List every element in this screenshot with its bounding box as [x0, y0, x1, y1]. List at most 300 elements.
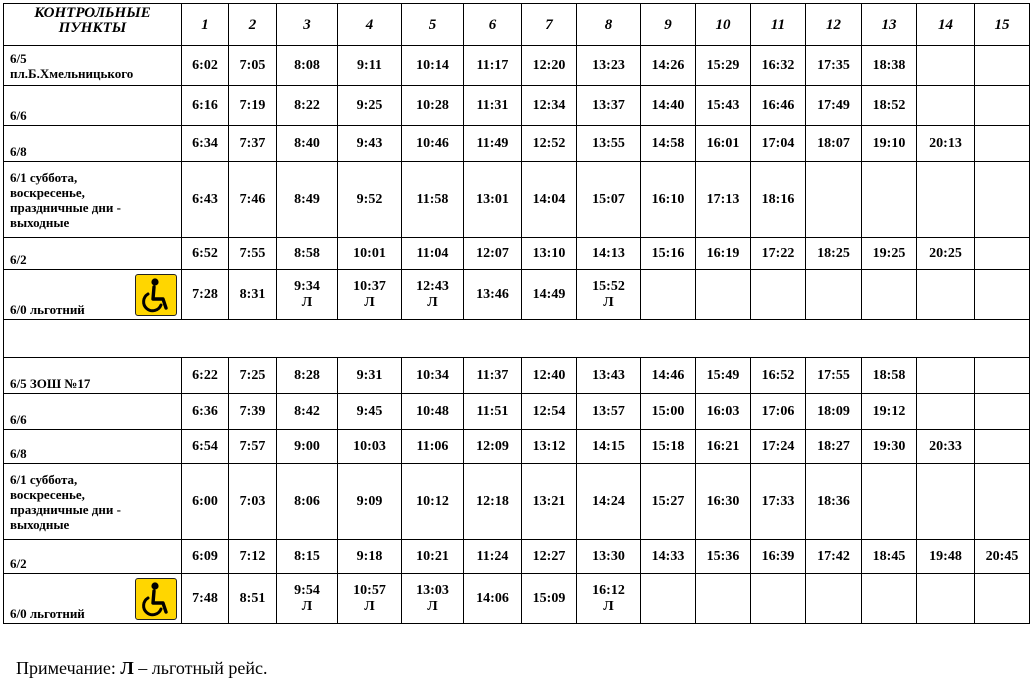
departure-time: [277, 126, 338, 162]
departure-time: [696, 358, 751, 394]
time-value: 9:34: [294, 278, 320, 294]
column-header: 10: [696, 4, 751, 46]
time-value: 17:04: [761, 135, 795, 151]
time-value: 8:08: [294, 57, 320, 73]
time-value: 14:26: [651, 57, 685, 73]
departure-time: [862, 162, 917, 238]
schedule-row: [4, 270, 1030, 320]
departure-time: [862, 358, 917, 394]
departure-time: [641, 46, 696, 86]
time-value: 17:35: [817, 57, 850, 73]
departure-time: [182, 126, 229, 162]
time-value: 11:58: [416, 191, 449, 207]
time-value: 14:04: [532, 191, 566, 207]
time-value: 13:01: [476, 191, 509, 207]
departure-time: [696, 46, 751, 86]
time-value: 15:09: [532, 590, 566, 606]
schedule-body: [4, 46, 1030, 624]
departure-time: [577, 394, 641, 430]
departure-time: [182, 394, 229, 430]
lgot-mark: Л: [301, 294, 313, 310]
departure-time: [696, 540, 751, 574]
departure-time: [464, 394, 522, 430]
header-title-line1: КОНТРОЛЬНЫЕ: [34, 5, 151, 21]
schedule-row: [4, 162, 1030, 238]
footnote-mark: Л: [120, 658, 134, 678]
departure-time: [229, 46, 277, 86]
time-value: 17:24: [761, 438, 795, 454]
departure-time: [751, 86, 806, 126]
time-value: 13:21: [532, 493, 566, 509]
footnote-suffix: – льготный рейс.: [133, 658, 268, 678]
control-point: [4, 464, 182, 540]
control-point: [4, 46, 182, 86]
departure-time: [917, 358, 975, 394]
departure-time: [862, 540, 917, 574]
time-value: 8:28: [294, 367, 320, 383]
departure-time: [641, 540, 696, 574]
time-value: 9:52: [356, 191, 383, 207]
time-value: 11:04: [416, 245, 449, 261]
time-value: 8:06: [294, 493, 320, 509]
departure-time: [917, 430, 975, 464]
lgot-mark: Л: [603, 598, 614, 614]
departure-time: [975, 394, 1030, 430]
column-header: 14: [917, 4, 975, 46]
time-value: 15:00: [651, 403, 685, 419]
departure-time: [402, 430, 464, 464]
time-value: 18:09: [817, 403, 850, 419]
column-header: 15: [975, 4, 1030, 46]
departure-time: [464, 540, 522, 574]
departure-time: [338, 574, 402, 624]
time-value: 17:22: [761, 245, 795, 261]
time-value: 16:03: [706, 403, 740, 419]
departure-time: [402, 394, 464, 430]
departure-time: [641, 464, 696, 540]
departure-time: [464, 46, 522, 86]
time-value: 6:43: [192, 191, 218, 207]
departure-time: [696, 86, 751, 126]
time-value: 16:21: [706, 438, 740, 454]
time-value: 9:45: [356, 403, 383, 419]
time-value: 9:11: [357, 57, 382, 73]
departure-time: [641, 270, 696, 320]
time-value: 12:54: [532, 403, 566, 419]
departure-time: [696, 430, 751, 464]
control-point-label: 6/8: [10, 446, 27, 461]
column-header: 6: [464, 4, 522, 46]
lgot-mark: Л: [301, 598, 313, 614]
time-value: 18:38: [872, 57, 906, 73]
departure-time: [806, 46, 862, 86]
departure-time: [464, 162, 522, 238]
time-value: 14:13: [592, 245, 625, 261]
time-value: 7:37: [239, 135, 266, 151]
departure-time: [522, 238, 577, 270]
time-value: 10:34: [416, 367, 449, 383]
column-header: 13: [862, 4, 917, 46]
time-value: 7:46: [239, 191, 266, 207]
control-point: [4, 162, 182, 238]
departure-time: [338, 86, 402, 126]
column-header: 8: [577, 4, 641, 46]
time-value: 17:42: [817, 548, 850, 564]
column-header: 4: [338, 4, 402, 46]
time-value: 10:37: [353, 278, 386, 294]
time-value: 7:12: [239, 548, 266, 564]
departure-time: [862, 430, 917, 464]
time-value: 19:30: [872, 438, 906, 454]
column-header: 7: [522, 4, 577, 46]
departure-time: [696, 238, 751, 270]
departure-time: [641, 126, 696, 162]
departure-time: [182, 574, 229, 624]
control-point-label: 6/8: [10, 144, 27, 159]
departure-time: [522, 464, 577, 540]
time-value: 19:12: [872, 403, 906, 419]
time-value: 13:46: [476, 286, 509, 302]
departure-time: [917, 574, 975, 624]
time-value: 15:52: [592, 278, 625, 294]
departure-time: [182, 46, 229, 86]
time-value: 10:14: [416, 57, 449, 73]
departure-time: [806, 358, 862, 394]
departure-time: [522, 126, 577, 162]
control-point-label: воскресенье,: [10, 486, 85, 502]
departure-time: [577, 430, 641, 464]
time-value: 14:49: [532, 286, 566, 302]
time-value: 6:09: [192, 548, 218, 564]
departure-time: [277, 394, 338, 430]
departure-time: [975, 358, 1030, 394]
departure-time: [917, 270, 975, 320]
schedule-row: [4, 86, 1030, 126]
time-value: 6:34: [192, 135, 218, 151]
time-value: 19:10: [872, 135, 906, 151]
control-point-label: 6/6: [10, 412, 27, 427]
departure-time: [464, 464, 522, 540]
departure-time: [182, 270, 229, 320]
time-value: 13:03: [416, 582, 449, 598]
schedule-table: [3, 3, 1030, 624]
departure-time: [229, 430, 277, 464]
time-value: 17:13: [706, 191, 740, 207]
time-value: 9:43: [356, 135, 383, 151]
departure-time: [917, 238, 975, 270]
time-value: 9:18: [356, 548, 383, 564]
time-value: 20:33: [929, 438, 962, 454]
time-value: 14:58: [651, 135, 685, 151]
departure-time: [464, 126, 522, 162]
time-value: 20:13: [929, 135, 962, 151]
departure-time: [696, 394, 751, 430]
time-value: 8:40: [294, 135, 320, 151]
time-value: 11:31: [476, 97, 509, 113]
time-value: 16:30: [706, 493, 740, 509]
separator-row: [4, 320, 1030, 358]
departure-time: [338, 238, 402, 270]
control-point-label: 6/1 суббота,: [10, 169, 78, 185]
departure-time: [402, 540, 464, 574]
departure-time: [862, 574, 917, 624]
column-header: 9: [641, 4, 696, 46]
departure-time: [464, 270, 522, 320]
time-value: 8:15: [294, 548, 320, 564]
departure-time: [641, 574, 696, 624]
time-value: 17:55: [817, 367, 850, 383]
time-value: 16:10: [651, 191, 685, 207]
departure-time: [229, 574, 277, 624]
time-value: 8:49: [294, 191, 320, 207]
time-value: 12:27: [532, 548, 566, 564]
time-value: 14:46: [651, 367, 685, 383]
departure-time: [917, 540, 975, 574]
time-value: 6:00: [192, 493, 218, 509]
time-value: 20:25: [929, 245, 962, 261]
control-point-label: 6/5 ЗОШ №17: [10, 376, 91, 391]
departure-time: [806, 238, 862, 270]
time-value: 18:16: [761, 191, 795, 207]
control-point: [4, 238, 182, 270]
control-point-label: праздничные дни -: [10, 501, 121, 517]
departure-time: [277, 162, 338, 238]
time-value: 10:03: [353, 438, 386, 454]
header-title: [4, 4, 182, 46]
schedule-row: [4, 238, 1030, 270]
departure-time: [975, 540, 1030, 574]
departure-time: [229, 394, 277, 430]
column-header: 2: [229, 4, 277, 46]
departure-time: [917, 394, 975, 430]
departure-time: [464, 238, 522, 270]
departure-time: [806, 162, 862, 238]
departure-time: [806, 430, 862, 464]
time-value: 18:25: [817, 245, 850, 261]
departure-time: [806, 126, 862, 162]
schedule-row: [4, 430, 1030, 464]
time-value: 16:46: [761, 97, 795, 113]
time-value: 15:36: [706, 548, 740, 564]
control-point: [4, 540, 182, 574]
time-value: 15:29: [706, 57, 740, 73]
departure-time: [338, 46, 402, 86]
departure-time: [917, 46, 975, 86]
time-value: 11:37: [476, 367, 509, 383]
departure-time: [277, 430, 338, 464]
time-value: 13:37: [592, 97, 625, 113]
time-value: 10:46: [416, 135, 449, 151]
departure-time: [917, 162, 975, 238]
time-value: 16:32: [761, 57, 795, 73]
lgot-mark: Л: [603, 294, 614, 310]
departure-time: [696, 574, 751, 624]
departure-time: [577, 162, 641, 238]
time-value: 19:25: [872, 245, 906, 261]
departure-time: [641, 162, 696, 238]
departure-time: [277, 358, 338, 394]
separator-cell: [4, 320, 1030, 358]
control-point: [4, 126, 182, 162]
column-header: 1: [182, 4, 229, 46]
time-value: 13:10: [532, 245, 566, 261]
departure-time: [641, 394, 696, 430]
departure-time: [641, 430, 696, 464]
time-value: 7:19: [239, 97, 266, 113]
control-point: [4, 430, 182, 464]
departure-time: [338, 540, 402, 574]
departure-time: [522, 162, 577, 238]
time-value: 11:24: [476, 548, 509, 564]
time-value: 12:40: [532, 367, 566, 383]
departure-time: [577, 270, 641, 320]
time-value: 16:01: [706, 135, 740, 151]
departure-time: [577, 574, 641, 624]
departure-time: [751, 464, 806, 540]
time-value: 6:54: [192, 438, 218, 454]
departure-time: [975, 464, 1030, 540]
departure-time: [277, 574, 338, 624]
departure-time: [229, 238, 277, 270]
departure-time: [229, 540, 277, 574]
control-point-label: 6/5: [10, 50, 27, 66]
departure-time: [277, 86, 338, 126]
lgot-mark: Л: [427, 294, 438, 310]
departure-time: [338, 270, 402, 320]
wheelchair-icon: [135, 578, 177, 620]
departure-time: [522, 574, 577, 624]
time-value: 9:54: [294, 582, 320, 598]
departure-time: [464, 358, 522, 394]
departure-time: [229, 270, 277, 320]
time-value: 15:27: [651, 493, 685, 509]
departure-time: [806, 394, 862, 430]
departure-time: [402, 238, 464, 270]
departure-time: [229, 464, 277, 540]
time-value: 16:52: [761, 367, 795, 383]
time-value: 9:00: [294, 438, 320, 454]
departure-time: [641, 358, 696, 394]
time-value: 8:51: [239, 590, 266, 606]
time-value: 11:17: [476, 57, 509, 73]
time-value: 14:15: [592, 438, 625, 454]
time-value: 16:12: [592, 582, 625, 598]
departure-time: [277, 540, 338, 574]
departure-time: [338, 358, 402, 394]
time-value: 7:57: [239, 438, 266, 454]
departure-time: [862, 126, 917, 162]
departure-time: [577, 358, 641, 394]
schedule-row: [4, 46, 1030, 86]
departure-time: [522, 394, 577, 430]
departure-time: [182, 464, 229, 540]
footnote: [16, 658, 268, 679]
time-value: 14:33: [651, 548, 685, 564]
time-value: 10:12: [416, 493, 449, 509]
departure-time: [338, 430, 402, 464]
time-value: 19:48: [929, 548, 962, 564]
departure-time: [696, 162, 751, 238]
departure-time: [577, 86, 641, 126]
header-title-line2: ПУНКТЫ: [58, 20, 127, 36]
departure-time: [277, 270, 338, 320]
control-point-label: выходные: [10, 214, 70, 230]
time-value: 14:24: [592, 493, 625, 509]
time-value: 9:09: [356, 493, 383, 509]
time-value: 8:42: [294, 403, 320, 419]
departure-time: [751, 540, 806, 574]
departure-time: [696, 464, 751, 540]
departure-time: [751, 574, 806, 624]
time-value: 18:45: [872, 548, 906, 564]
departure-time: [696, 270, 751, 320]
time-value: 17:33: [761, 493, 795, 509]
lgot-mark: Л: [427, 598, 438, 614]
column-header: 5: [402, 4, 464, 46]
departure-time: [577, 238, 641, 270]
departure-time: [522, 358, 577, 394]
schedule-row: [4, 574, 1030, 624]
departure-time: [229, 126, 277, 162]
time-value: 10:01: [353, 245, 386, 261]
time-value: 15:18: [651, 438, 685, 454]
lgot-mark: Л: [364, 598, 375, 614]
lgot-mark: Л: [364, 294, 375, 310]
control-point-label: 6/2: [10, 252, 27, 267]
time-value: 20:45: [985, 548, 1019, 564]
departure-time: [522, 86, 577, 126]
time-value: 14:40: [651, 97, 685, 113]
departure-time: [402, 574, 464, 624]
departure-time: [751, 238, 806, 270]
column-header: 11: [751, 4, 806, 46]
time-value: 13:23: [592, 57, 625, 73]
departure-time: [751, 126, 806, 162]
departure-time: [751, 358, 806, 394]
schedule-row: [4, 540, 1030, 574]
departure-time: [806, 540, 862, 574]
time-value: 18:27: [817, 438, 850, 454]
time-value: 15:16: [651, 245, 685, 261]
time-value: 6:22: [192, 367, 218, 383]
schedule-row: [4, 464, 1030, 540]
departure-time: [806, 270, 862, 320]
control-point-label: 6/6: [10, 108, 27, 123]
departure-time: [975, 430, 1030, 464]
departure-time: [641, 86, 696, 126]
time-value: 17:06: [761, 403, 795, 419]
time-value: 8:22: [294, 97, 320, 113]
departure-time: [641, 238, 696, 270]
time-value: 7:55: [239, 245, 266, 261]
column-header: 12: [806, 4, 862, 46]
control-point: [4, 86, 182, 126]
column-header: 3: [277, 4, 338, 46]
time-value: 13:57: [592, 403, 625, 419]
departure-time: [338, 126, 402, 162]
departure-time: [975, 238, 1030, 270]
time-value: 16:39: [761, 548, 795, 564]
departure-time: [182, 358, 229, 394]
departure-time: [862, 86, 917, 126]
time-value: 13:43: [592, 367, 625, 383]
time-value: 15:49: [706, 367, 740, 383]
control-point-label: 6/2: [10, 556, 27, 571]
time-value: 12:52: [532, 135, 566, 151]
time-value: 11:06: [416, 438, 449, 454]
time-value: 7:03: [239, 493, 266, 509]
time-value: 9:31: [356, 367, 383, 383]
